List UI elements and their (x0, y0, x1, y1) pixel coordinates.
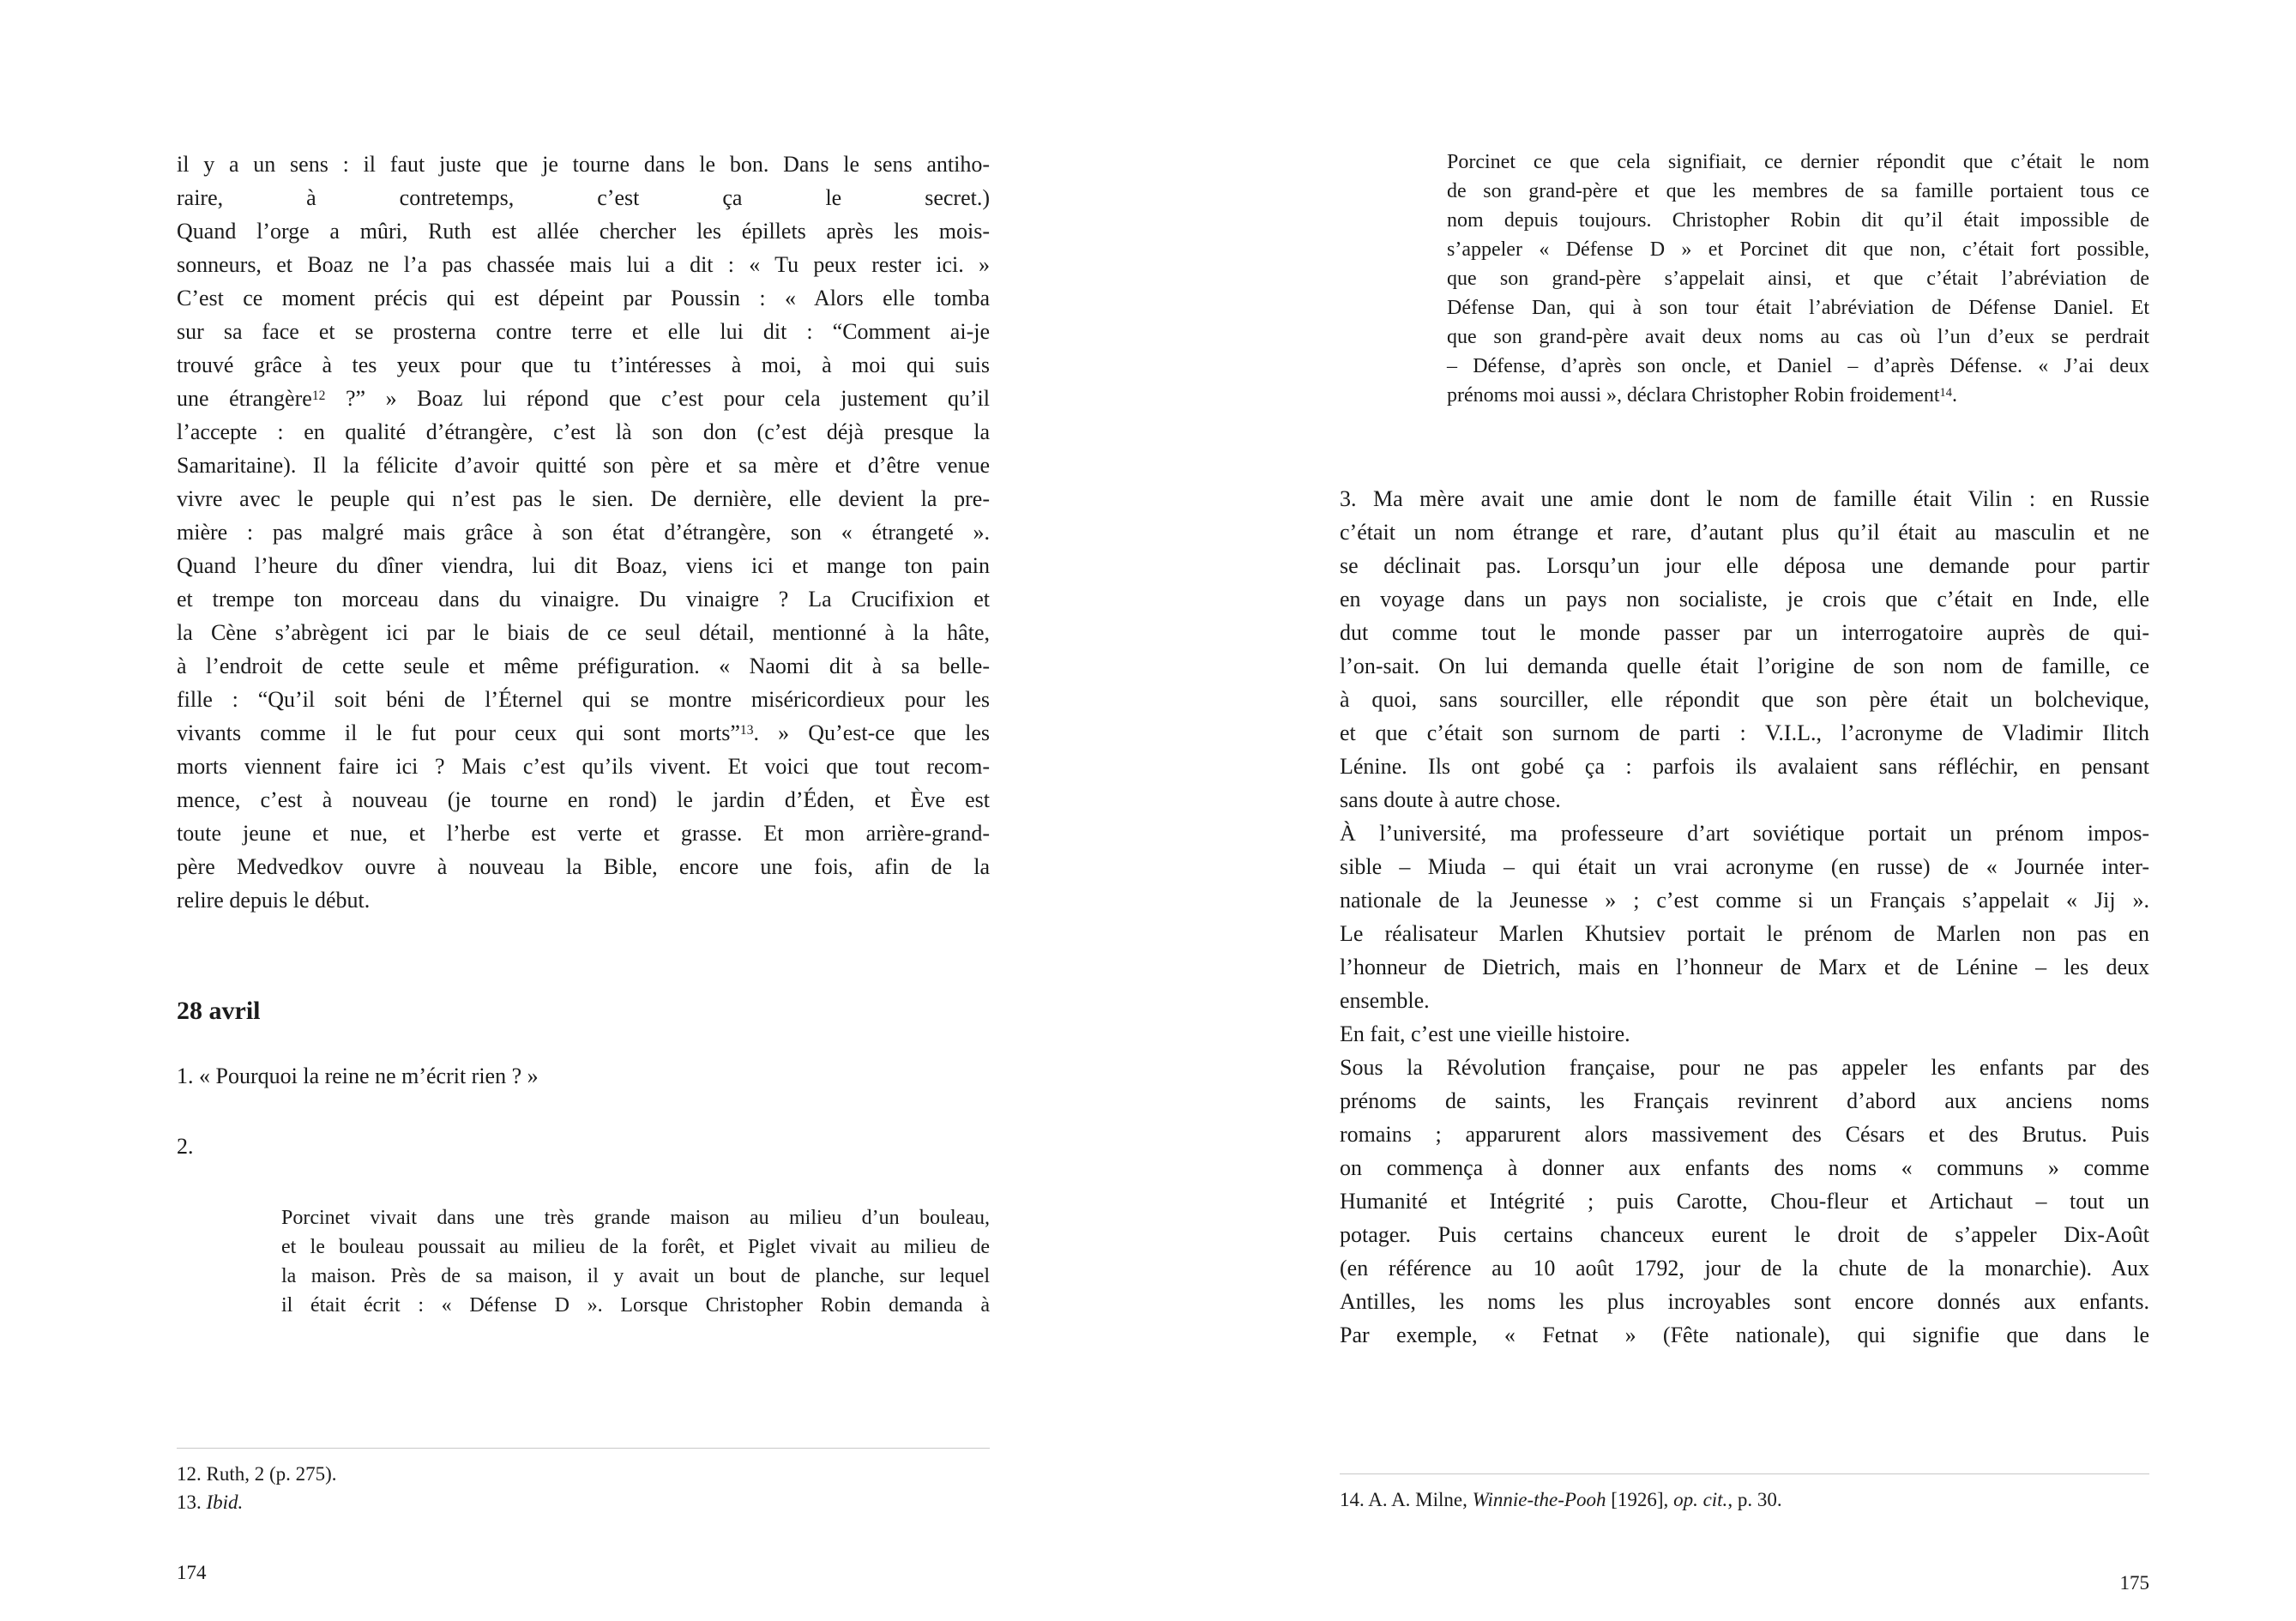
text-line: l’accepte : en qualité d’étrangère, c’est là son don (c’est déjà presque la (177, 419, 990, 444)
text-line: que son grand-père s’appelait ainsi, et que c’était l’abréviation de (1447, 268, 2149, 290)
text-line: on commença à donner aux enfants des noms « communs » comme (1340, 1155, 2149, 1180)
text-line: Humanité et Intégrité ; puis Carotte, Chou-fleur et Artichaut – tout un (1340, 1189, 2149, 1214)
text-line: Défense Dan, qui à son tour était l’abréviation de Défense Daniel. Et (1447, 297, 2149, 319)
text-line: et le bouleau poussait au milieu de la forêt, et Piglet vivait au milieu de (281, 1236, 990, 1258)
text-line: vivre avec le peuple qui n’est pas le sien. De dernière, elle devient la pre- (177, 486, 990, 511)
text-line: la Cène s’abrègent ici par le biais de ce seul détail, mentionné à la hâte, (177, 620, 990, 645)
text-line: romains ; apparurent alors massivement des Césars et des Brutus. Puis (1340, 1122, 2149, 1147)
text-line: se déclinait pas. Lorsqu’un jour elle déposa une demande pour partir (1340, 553, 2149, 578)
text-line: de son grand-père et que les membres de sa famille portaient tous ce (1447, 180, 2149, 202)
block-quote (281, 1203, 990, 1320)
date-heading: 28 avril (177, 997, 261, 1025)
page-number-left: 174 (177, 1562, 207, 1583)
text-line: prénoms moi aussi », déclara Christopher Robin froidement$^{14}$. (1447, 384, 1957, 407)
numbered-item-2: 2. (177, 1134, 194, 1159)
footnote-divider (1340, 1473, 2149, 1474)
body-paragraph-4 (1340, 1051, 2149, 1352)
text-line: nom depuis toujours. Christopher Robin dit qu’il était impossible de (1447, 209, 2149, 232)
text-line: C’est ce moment précis qui est dépeint par Poussin : « Alors elle tomba (177, 286, 990, 310)
text-line: Quand l’orge a mûri, Ruth est allée chercher les épillets après les mois- (177, 219, 990, 244)
right-page (1148, 0, 2296, 1621)
text-line: père Medvedkov ouvre à nouveau la Bible, encore une fois, afin de la (177, 854, 990, 879)
text-line: que son grand-père avait deux noms au cas où l’un d’eux se perdrait (1447, 326, 2149, 348)
text-line: Lénine. Ils ont gobé ça : parfois ils avalaient sans réfléchir, en pensant (1340, 754, 2149, 779)
footnote-divider (177, 1448, 990, 1449)
text-line: l’honneur de Dietrich, mais en l’honneur de Marx et de Lénine – les deux (1340, 955, 2149, 979)
text-line: Porcinet ce que cela signifiait, ce dernier répondit que c’était le nom (1447, 151, 2149, 173)
right-text-column (1340, 148, 2149, 1352)
text-line: 14. A. A. Milne, Winnie-the-Pooh [1926], op. cit., p. 30. (1340, 1489, 1782, 1510)
text-line: 12. Ruth, 2 (p. 275). (177, 1463, 337, 1485)
text-line: – Défense, d’après son oncle, et Daniel – d’après Défense. « J’ai deux (1447, 355, 2149, 377)
text-line: l’on-sait. On lui demanda quelle était l’origine de son nom de famille, ce (1340, 654, 2149, 678)
text-line: 3. Ma mère avait une amie dont le nom de famille était Vilin : en Russie (1340, 486, 2149, 511)
text-line: Porcinet vivait dans une très grande maison au milieu d’un bouleau, (281, 1207, 990, 1229)
text-line: toute jeune et nue, et l’herbe est verte et grasse. Et mon arrière-grand- (177, 821, 990, 846)
text-line: Par exemple, « Fetnat » (Fête nationale), qui signifie que dans le (1340, 1323, 2149, 1347)
text-line: (en référence au 10 août 1792, jour de la chute de la monarchie). Aux (1340, 1256, 2149, 1281)
text-line: sur sa face et se prosterna contre terre et elle lui dit : “Comment ai-je (177, 319, 990, 344)
page-number-right: 175 (2119, 1572, 2149, 1594)
body-paragraph-3 (1340, 1017, 2149, 1051)
text-line: sible – Miuda – qui était un vrai acronyme (en russe) de « Journée inter- (1340, 854, 2149, 879)
text-line: sans doute à autre chose. (1340, 787, 1561, 812)
text-line: mence, c’est à nouveau (je tourne en rond) le jardin d’Éden, et Ève est (177, 787, 990, 812)
text-line: Samaritaine). Il la félicite d’avoir quitté son père et sa mère et d’être venue (177, 453, 990, 478)
body-paragraph-2 (1340, 817, 2149, 1017)
text-line: potager. Puis certains chanceux eurent le droit de s’appeler Dix-Août (1340, 1222, 2149, 1247)
text-line: morts viennent faire ici ? Mais c’est qu’ils vivent. Et voici que tout recom- (177, 754, 990, 779)
text-line: une étrangère$^{12}$ ?” » Boaz lui répond que c’est pour cela justement qu’il (177, 386, 991, 411)
text-line: 13. Ibid. (177, 1491, 244, 1513)
text-line: prénoms de saints, les Français revinrent d’abord aux anciens noms (1340, 1088, 2149, 1113)
text-line: à quoi, sans sourciller, elle répondit que son père était un bolchevique, (1340, 687, 2149, 712)
text-line: il y a un sens : il faut juste que je tourne dans le bon. Dans le sens antiho- (177, 152, 990, 177)
text-line: en voyage dans un pays non socialiste, je crois que c’était en Inde, elle (1340, 587, 2149, 612)
body-paragraph-1 (1340, 482, 2149, 817)
footnote-text (177, 1460, 990, 1516)
text-line: fille : “Qu’il soit béni de l’Éternel qui se montre miséricordieux pour les (177, 687, 990, 712)
body-paragraph (177, 148, 990, 917)
block-quote-continued (1447, 148, 2149, 410)
text-line: c’était un nom étrange et rare, d’autant plus qu’il était au masculin et ne (1340, 520, 2149, 545)
text-line: mière : pas malgré mais grâce à son état d’étrangère, son « étrangeté ». (177, 520, 990, 545)
text-line: vivants comme il le fut pour ceux qui sont morts”$^{13}$. » Qu’est-ce que les (177, 720, 990, 745)
text-line: la maison. Près de sa maison, il y avait un bout de planche, sur lequel (281, 1265, 990, 1287)
footnotes-right (1340, 1473, 2149, 1514)
numbered-item-1: 1. « Pourquoi la reine ne m’écrit rien ? » (177, 1064, 539, 1088)
text-line: relire depuis le début. (177, 888, 371, 913)
text-line: s’appeler « Défense D » et Porcinet dit que non, c’était fort possible, (1447, 238, 2149, 261)
text-line: ensemble. (1340, 988, 1430, 1013)
footnote-text (1340, 1485, 2149, 1514)
text-line: raire, à contretemps, c’est ça le secret.) (177, 185, 990, 210)
text-line: À l’université, ma professeure d’art soviétique portait un prénom impos- (1340, 821, 2149, 846)
text-line: et trempe ton morceau dans du vinaigre. Du vinaigre ? La Crucifixion et (177, 587, 990, 612)
text-line: Le réalisateur Marlen Khutsiev portait le prénom de Marlen non pas en (1340, 921, 2149, 946)
footnotes-left (177, 1448, 990, 1516)
text-line: nationale de la Jeunesse » ; c’est comme si un Français s’appelait « Jij ». (1340, 888, 2149, 913)
text-line: Quand l’heure du dîner viendra, lui dit Boaz, viens ici et mange ton pain (177, 553, 990, 578)
text-line: il était écrit : « Défense D ». Lorsque Christopher Robin demanda à (281, 1294, 990, 1317)
text-line: trouvé grâce à tes yeux pour que tu t’intéresses à moi, à moi qui suis (177, 353, 990, 377)
text-line: dut comme tout le monde passer par un interrogatoire auprès de qui- (1340, 620, 2149, 645)
text-line: Antilles, les noms les plus incroyables sont encore donnés aux enfants. (1340, 1289, 2149, 1314)
text-line: et que c’était son surnom de parti : V.I.L., l’acronyme de Vladimir Ilitch (1340, 720, 2149, 745)
text-line: En fait, c’est une vieille histoire. (1340, 1021, 1630, 1046)
text-line: Sous la Révolution française, pour ne pas appeler les enfants par des (1340, 1055, 2149, 1080)
text-line: sonneurs, et Boaz ne l’a pas chassée mais lui a dit : « Tu peux rester ici. » (177, 252, 990, 277)
left-text-column (177, 148, 990, 1320)
text-line: à l’endroit de cette seule et même préfiguration. « Naomi dit à sa belle- (177, 654, 990, 678)
